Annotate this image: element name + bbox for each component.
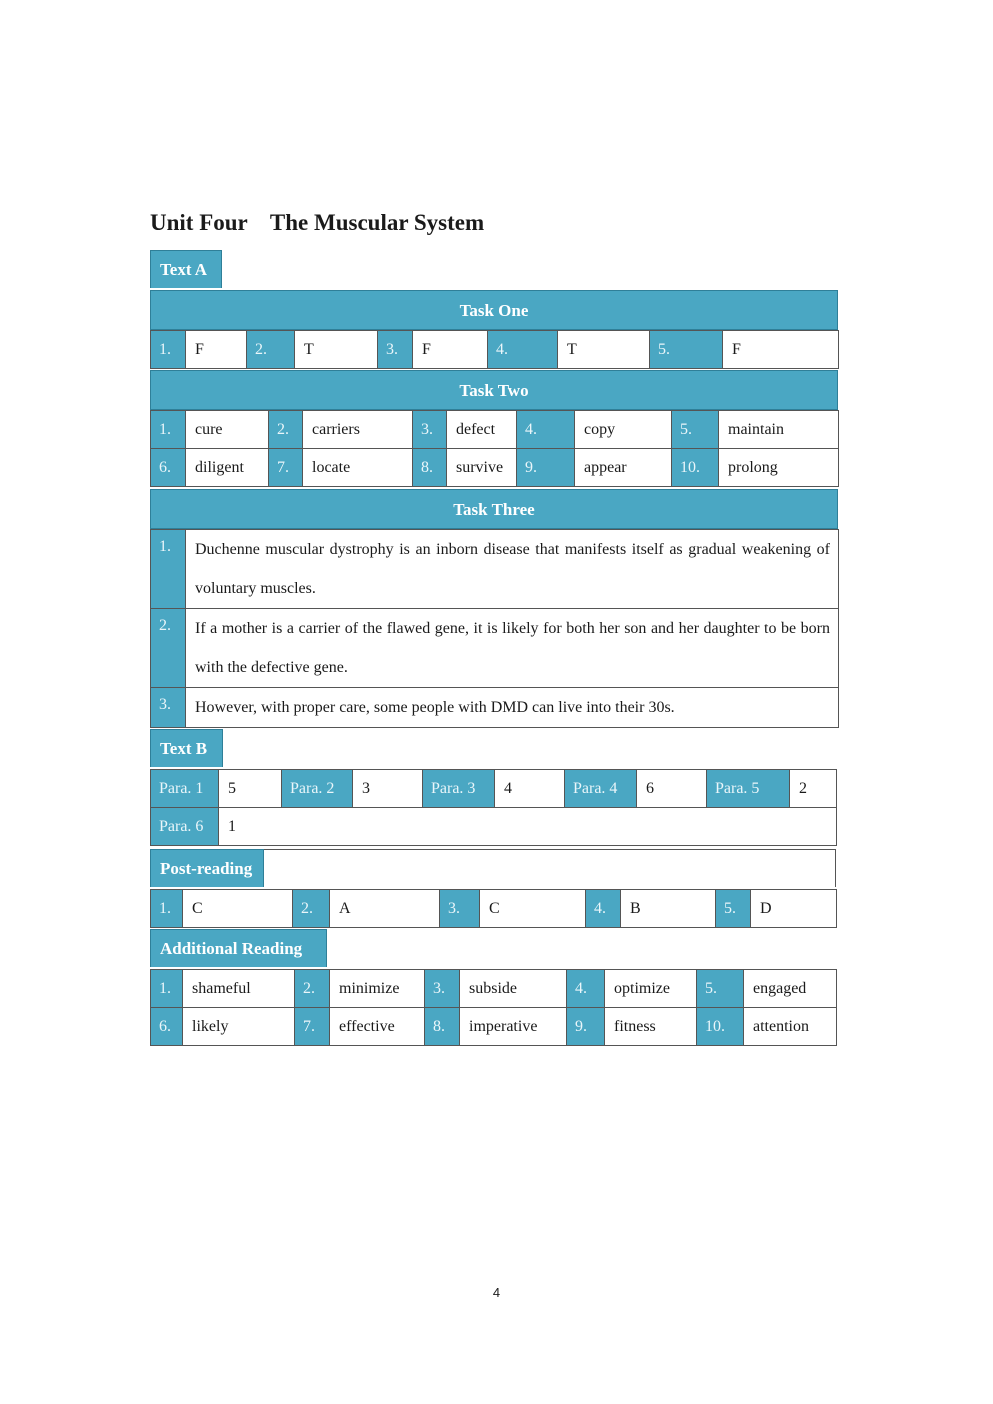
answer-cell: T [295, 331, 378, 369]
text-b-table [150, 769, 837, 846]
answer-cell: appear [575, 449, 672, 487]
additional-reading-table [150, 969, 837, 1046]
item-number: 3. [151, 688, 186, 728]
task-three-table [150, 529, 839, 728]
table-row [151, 890, 837, 928]
table-row [151, 688, 839, 728]
task-one-heading: Task One [150, 290, 838, 330]
item-number: 10. [672, 449, 719, 487]
answer-cell: F [413, 331, 488, 369]
post-reading-table [150, 889, 837, 928]
item-number: 4. [488, 331, 558, 369]
item-number: 6. [151, 449, 186, 487]
item-number: 7. [295, 1008, 330, 1046]
answer-cell: survive [447, 449, 517, 487]
task-two-table [150, 410, 839, 487]
item-number: 9. [517, 449, 575, 487]
para-label: Para. 6 [151, 808, 219, 846]
table-row [151, 449, 839, 487]
answer-cell: copy [575, 411, 672, 449]
item-number: 4. [567, 970, 605, 1008]
item-number: 3. [425, 970, 460, 1008]
answer-cell: 4 [495, 770, 565, 808]
item-number: 8. [413, 449, 447, 487]
text-b-tab: Text B [150, 729, 223, 767]
item-number: 1. [151, 970, 183, 1008]
answer-cell: defect [447, 411, 517, 449]
answer-cell: B [621, 890, 716, 928]
task-two-heading: Task Two [150, 370, 838, 410]
para-label: Para. 4 [565, 770, 637, 808]
item-number: 4. [517, 411, 575, 449]
answer-cell: 3 [353, 770, 423, 808]
item-number: 1. [151, 890, 183, 928]
answer-cell: locate [303, 449, 413, 487]
answer-cell: D [751, 890, 837, 928]
para-label: Para. 1 [151, 770, 219, 808]
table-row [151, 808, 837, 846]
answer-cell: 5 [219, 770, 282, 808]
para-label: Para. 5 [707, 770, 790, 808]
text-a-tab: Text A [150, 250, 222, 288]
table-row [151, 411, 839, 449]
answer-cell: F [723, 331, 839, 369]
answer-sentence: Duchenne muscular dystrophy is an inborn disease that manifests itself as gradual weakening of voluntary muscles. [186, 530, 839, 609]
answer-cell: carriers [303, 411, 413, 449]
item-number: 5. [716, 890, 751, 928]
answer-cell: 6 [637, 770, 707, 808]
item-number: 2. [247, 331, 295, 369]
answer-sentence: If a mother is a carrier of the flawed gene, it is likely for both her son and her daughter to be born with the defective gene. [186, 609, 839, 688]
answer-cell: attention [744, 1008, 837, 1046]
answer-cell: maintain [719, 411, 839, 449]
post-reading-tab: Post-reading [150, 849, 264, 887]
answer-cell: A [330, 890, 440, 928]
answer-cell: imperative [460, 1008, 567, 1046]
answer-cell: C [183, 890, 293, 928]
item-number: 5. [650, 331, 723, 369]
table-row [151, 609, 839, 688]
answer-cell: 1 [219, 808, 837, 846]
table-row [151, 770, 837, 808]
item-number: 2. [295, 970, 330, 1008]
additional-reading-tab: Additional Reading [150, 929, 327, 967]
answer-cell: diligent [186, 449, 269, 487]
item-number: 7. [269, 449, 303, 487]
para-label: Para. 2 [282, 770, 353, 808]
item-number: 2. [269, 411, 303, 449]
page-number: 4 [492, 1285, 501, 1300]
item-number: 1. [151, 411, 186, 449]
item-number: 1. [151, 530, 186, 609]
task-one-table [150, 330, 839, 369]
answer-cell: fitness [605, 1008, 697, 1046]
table-row [151, 331, 839, 369]
answer-sentence: However, with proper care, some people with DMD can live into their 30s. [186, 688, 839, 728]
item-number: 3. [440, 890, 480, 928]
unit-title: Unit Four The Muscular System [150, 210, 485, 235]
answer-cell: engaged [744, 970, 837, 1008]
answer-cell: prolong [719, 449, 839, 487]
item-number: 2. [293, 890, 330, 928]
answer-cell: cure [186, 411, 269, 449]
answer-cell: subside [460, 970, 567, 1008]
answer-cell: likely [183, 1008, 295, 1046]
task-three-heading: Task Three [150, 489, 838, 529]
item-number: 4. [586, 890, 621, 928]
item-number: 8. [425, 1008, 460, 1046]
answer-cell: F [186, 331, 247, 369]
table-row [151, 530, 839, 609]
item-number: 1. [151, 331, 186, 369]
answer-cell: T [558, 331, 650, 369]
item-number: 10. [697, 1008, 744, 1046]
answer-cell: 2 [790, 770, 837, 808]
para-label: Para. 3 [423, 770, 495, 808]
item-number: 6. [151, 1008, 183, 1046]
table-row [151, 1008, 837, 1046]
item-number: 5. [672, 411, 719, 449]
answer-cell: C [480, 890, 586, 928]
item-number: 9. [567, 1008, 605, 1046]
answer-cell: minimize [330, 970, 425, 1008]
answer-cell: optimize [605, 970, 697, 1008]
item-number: 3. [378, 331, 413, 369]
answer-cell: shameful [183, 970, 295, 1008]
item-number: 5. [697, 970, 744, 1008]
answer-cell: effective [330, 1008, 425, 1046]
item-number: 2. [151, 609, 186, 688]
item-number: 3. [413, 411, 447, 449]
table-row [151, 970, 837, 1008]
